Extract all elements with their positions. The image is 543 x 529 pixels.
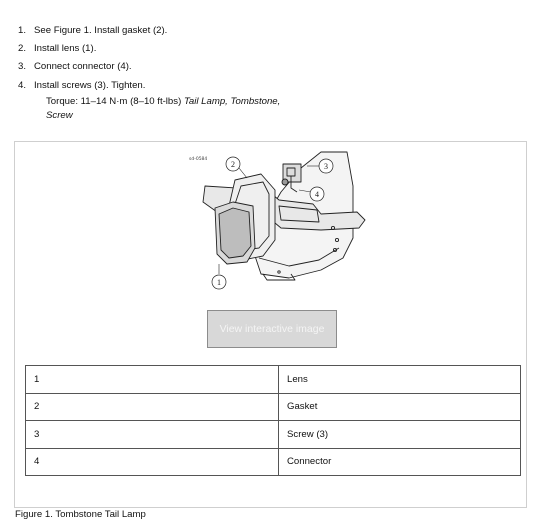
part-number: 2 — [26, 393, 279, 421]
callout-2: 2 — [231, 160, 235, 169]
callout-4: 4 — [315, 190, 319, 199]
figure-box — [14, 141, 527, 508]
table-row — [26, 393, 521, 421]
callout-1: 1 — [217, 278, 221, 287]
figure-link[interactable]: Figure 1 — [53, 25, 89, 36]
parts-table — [25, 365, 521, 476]
part-name: Lens — [279, 366, 521, 394]
table-row — [26, 366, 521, 394]
step-text: Connect connector (4). — [34, 61, 132, 73]
torque-spec — [34, 95, 528, 124]
table-row — [26, 421, 521, 449]
step-number: 3. — [18, 61, 27, 73]
part-name: Gasket — [279, 393, 521, 421]
image-code: sd-0584 — [189, 157, 208, 162]
step-3 — [18, 58, 528, 76]
step-text: Install lens (1). — [34, 43, 97, 55]
part-name: Connector — [279, 448, 521, 476]
part-name: Screw (3) — [279, 421, 521, 449]
step-2 — [18, 40, 528, 58]
tail-lamp-illustration — [171, 146, 391, 296]
step-4 — [18, 77, 528, 124]
part-number: 3 — [26, 421, 279, 449]
part-number: 4 — [26, 448, 279, 476]
table-row — [26, 448, 521, 476]
step-text-post: . Install gasket (2). — [88, 25, 168, 36]
step-text — [34, 22, 528, 40]
step-number: 4. — [18, 79, 27, 91]
step-1 — [18, 22, 528, 40]
view-interactive-image-button[interactable]: View interactive image — [207, 310, 337, 348]
callout-3: 3 — [324, 162, 328, 171]
step-number: 2. — [18, 43, 27, 55]
figure-caption: Figure 1. Tombstone Tail Lamp — [15, 509, 146, 520]
torque-value: Torque: 11–14 N·m (8–10 ft-lbs) — [46, 95, 184, 107]
step-text-pre: See — [34, 25, 54, 36]
instruction-steps — [18, 22, 528, 124]
step-number: 1. — [18, 25, 27, 36]
torque-item-label-2: Screw — [46, 110, 73, 122]
step-text — [34, 77, 528, 124]
part-number: 1 — [26, 366, 279, 394]
torque-item-label: Tail Lamp, Tombstone, — [183, 95, 281, 107]
step-text-main: Install screws (3). Tighten. — [34, 79, 146, 91]
